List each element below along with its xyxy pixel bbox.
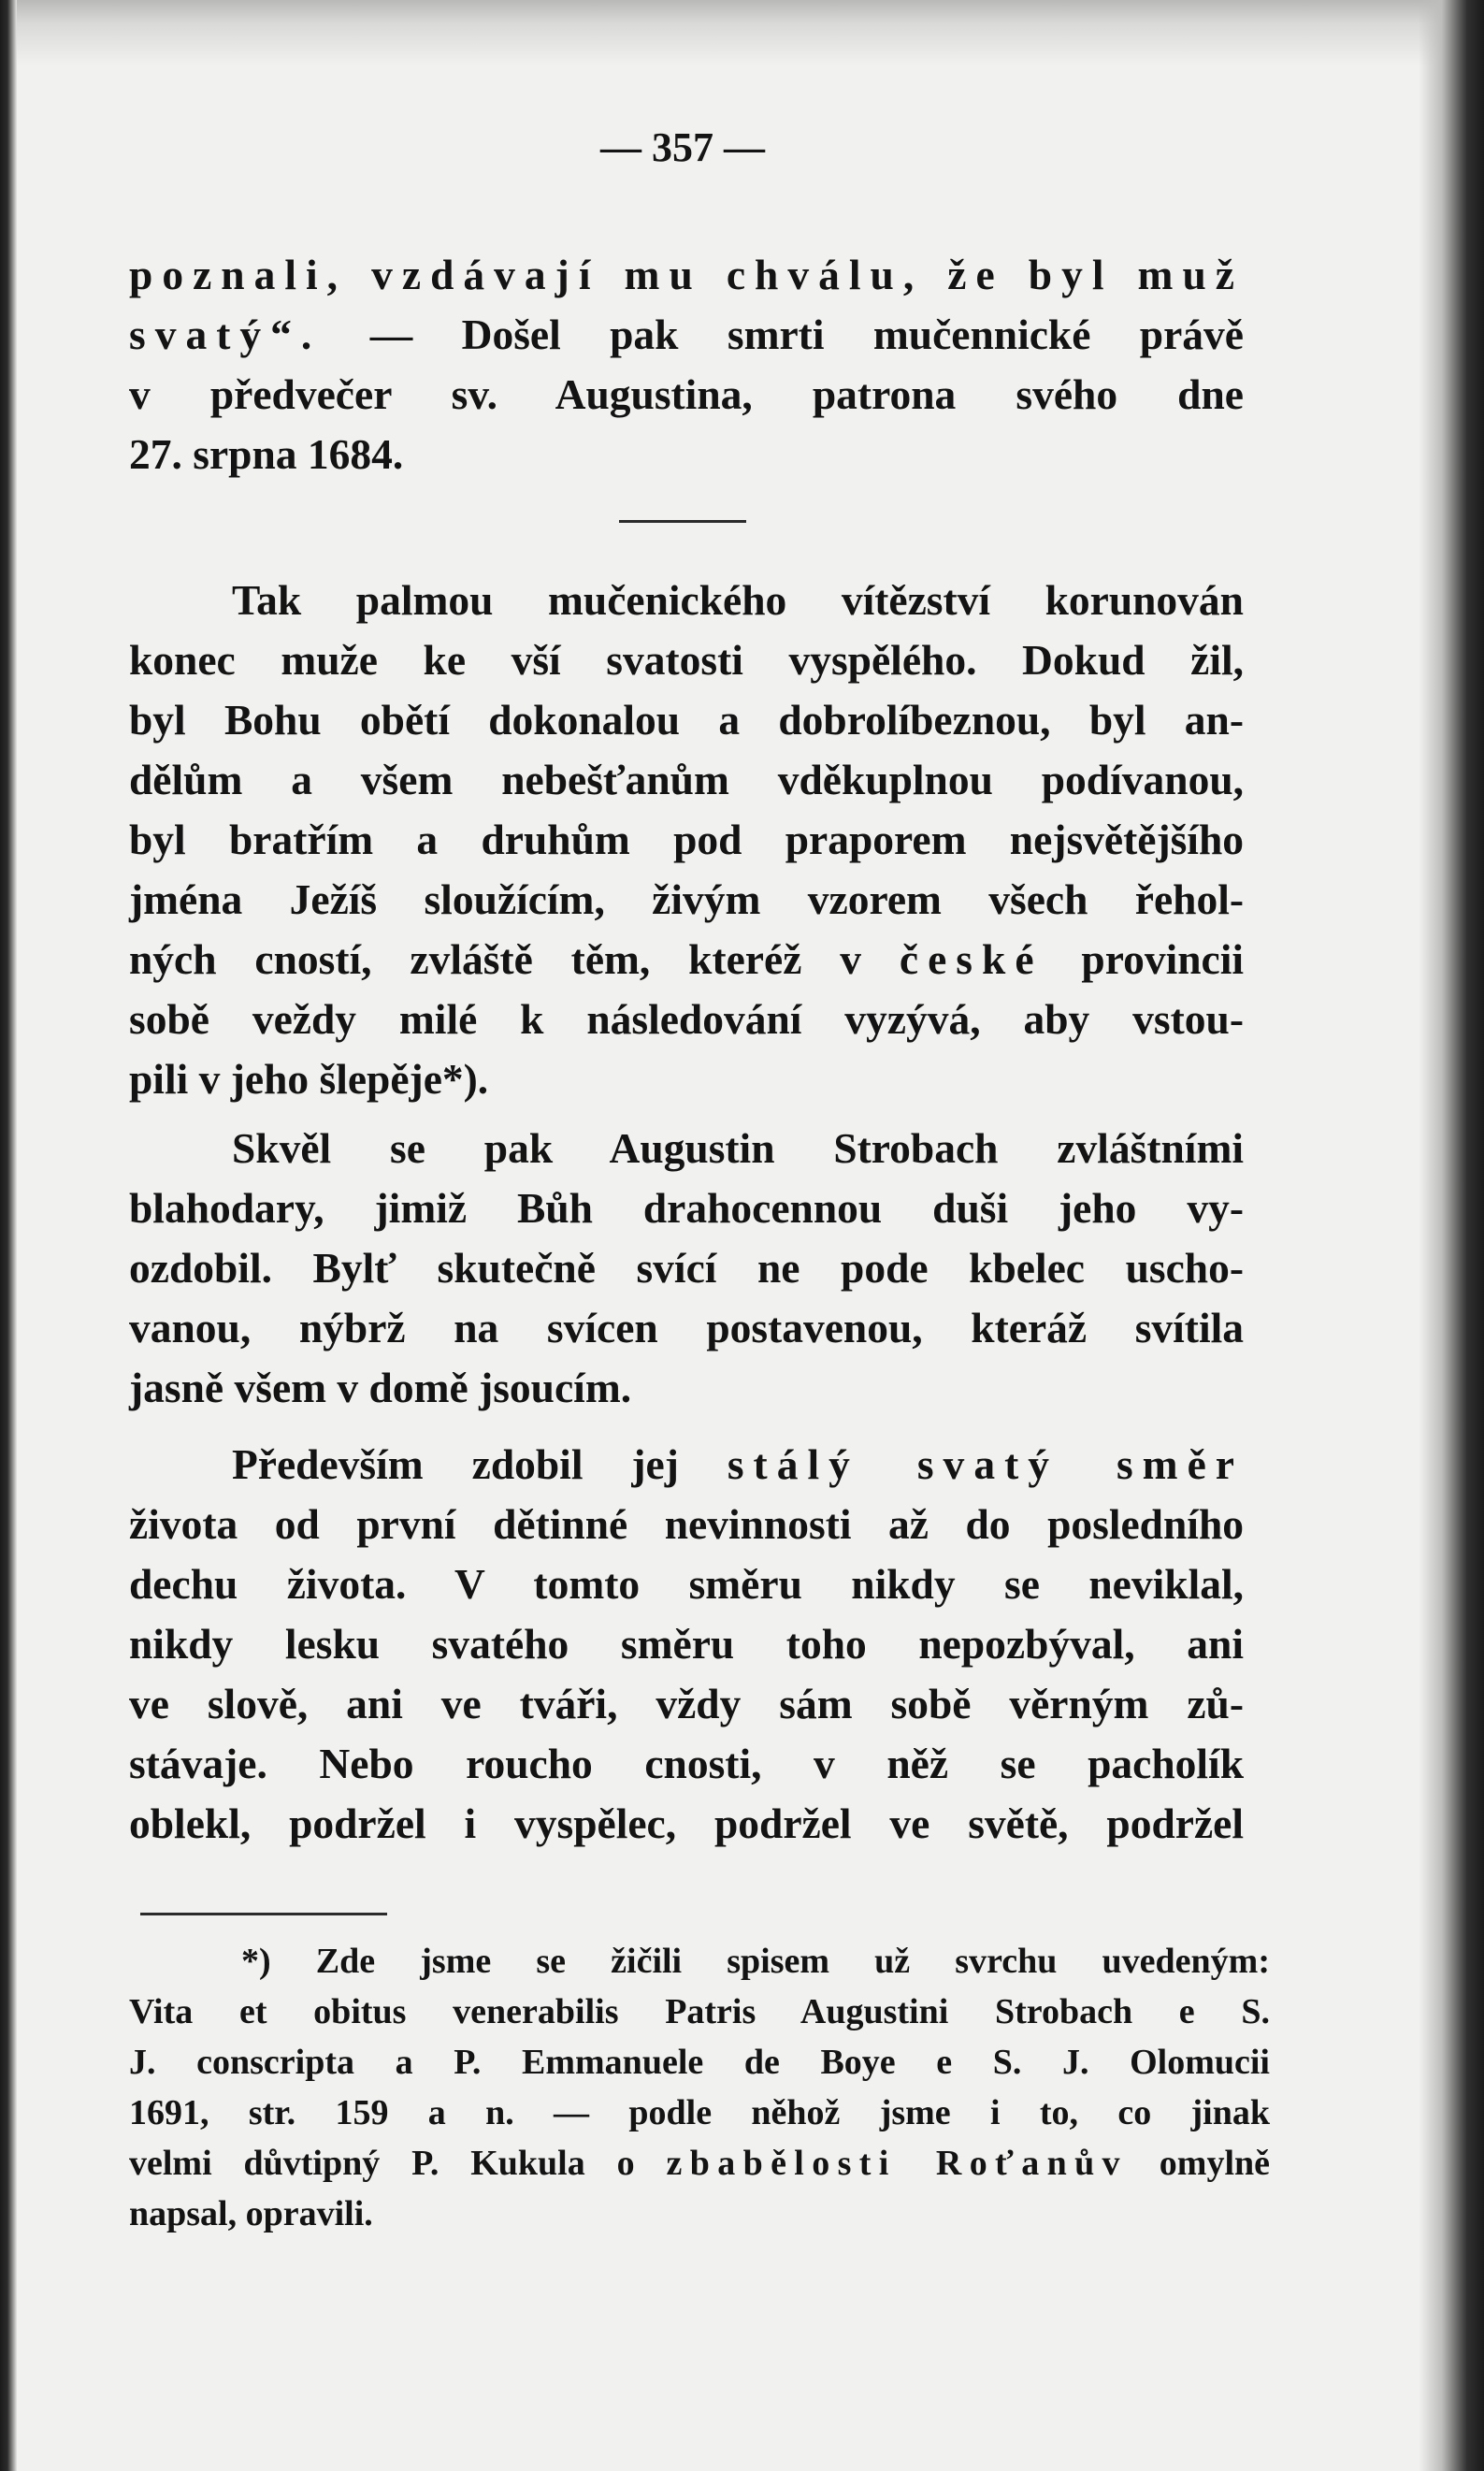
- text-run: — Došel pak smrti mučennické právě: [321, 311, 1244, 358]
- text-run: *) Zde jsme se žičili spisem už svrchu uvedeným:: [241, 1942, 1270, 1981]
- text-run: dělům a všem nebešťanům vděkuplnou podívanou,: [129, 756, 1244, 803]
- spaced-emphasis: poznali, vzdávají mu chválu, že byl muž: [129, 251, 1244, 298]
- text-line: [129, 930, 1244, 990]
- text-run: 27. srpna 1684.: [129, 430, 404, 478]
- text-run: v předvečer sv. Augustina, patrona svého dne: [129, 370, 1244, 418]
- spaced-emphasis: svatý“.: [129, 311, 322, 358]
- text-line: [129, 1936, 1270, 1987]
- text-line: [129, 305, 1244, 365]
- text-run: sobě veždy milé k následování vyzývá, aby vstou-: [129, 995, 1244, 1043]
- text-line: [129, 1119, 1244, 1178]
- text-line: [129, 1178, 1244, 1238]
- page-left-edge: [0, 0, 17, 2471]
- text-line: [129, 1298, 1244, 1358]
- text-run: Tak palmou mučenického vítězství korunován: [232, 576, 1244, 624]
- section-separator: [619, 520, 746, 523]
- text-line: [129, 1734, 1244, 1794]
- footnote: [129, 1936, 1270, 2239]
- text-line: [129, 1238, 1244, 1298]
- text-run: byl bratřím a druhům pod praporem nejsvětějšího: [129, 816, 1244, 863]
- text-line: [129, 1435, 1244, 1495]
- text-line: [129, 750, 1244, 810]
- text-run: napsal, opravili.: [129, 2194, 373, 2233]
- text-line: [129, 571, 1244, 630]
- text-line: [129, 1987, 1270, 2037]
- text-line: [129, 365, 1244, 425]
- text-line: [129, 425, 1244, 484]
- text-run: ve slově, ani ve tváři, vždy sám sobě věrným zů-: [129, 1680, 1244, 1727]
- text-run: stávaje. Nebo roucho cnosti, v něž se pacholík: [129, 1740, 1244, 1787]
- text-run: pili v jeho šlepěje*).: [129, 1055, 489, 1103]
- text-line: [129, 1794, 1244, 1854]
- spaced-emphasis: české: [899, 935, 1044, 983]
- text-run: Skvěl se pak Augustin Strobach zvláštními: [232, 1124, 1244, 1172]
- text-run: Vita et obitus venerabilis Patris Augustini Strobach e S.: [129, 1992, 1270, 2031]
- paragraph-3: [129, 1119, 1244, 1418]
- text-line: [129, 1049, 1244, 1109]
- text-run: Především zdobil jej: [232, 1440, 728, 1488]
- text-line: [129, 990, 1244, 1049]
- text-line: [129, 630, 1244, 690]
- text-run: provincii: [1043, 935, 1244, 983]
- text-run: 1691, str. 159 a n. — podle něhož jsme i to, co jinak: [129, 2093, 1270, 2132]
- text-run: byl Bohu obětí dokonalou a dobrolíbeznou, byl an-: [129, 696, 1244, 744]
- text-line: [129, 1674, 1244, 1734]
- text-line: [129, 1358, 1244, 1418]
- text-run: jména Ježíš sloužícím, živým vzorem všech řehol-: [129, 875, 1244, 923]
- text-line: [129, 690, 1244, 750]
- text-line: [129, 1554, 1244, 1614]
- text-run: nikdy lesku svatého směru toho nepozbýval, ani: [129, 1620, 1244, 1668]
- text-line: [129, 2138, 1270, 2189]
- paragraph-1: [129, 245, 1244, 484]
- text-run: dechu života. V tomto směru nikdy se neviklal,: [129, 1560, 1244, 1608]
- text-line: [129, 2037, 1270, 2088]
- page-number: — 357 —: [600, 124, 765, 170]
- text-run: vanou, nýbrž na svícen postavenou, kteráž svítila: [129, 1304, 1244, 1351]
- page-top-shadow: [0, 0, 1484, 65]
- text-run: ozdobil. Bylť skutečně svící ne pode kbelec uscho-: [129, 1244, 1244, 1292]
- text-run: omylně: [1127, 2144, 1271, 2183]
- text-line: [129, 1614, 1244, 1674]
- text-run: velmi důvtipný P. Kukula o: [129, 2144, 667, 2183]
- footnote-rule: [140, 1913, 387, 1915]
- text-run: ných cností, zvláště těm, kteréž v: [129, 935, 900, 983]
- text-run: konec muže ke vší svatosti vyspělého. Dokud žil,: [129, 636, 1244, 684]
- text-line: [129, 870, 1244, 930]
- text-run: života od první dětinné nevinnosti až do posledního: [129, 1500, 1244, 1548]
- text-run: oblekl, podržel i vyspělec, podržel ve světě, podržel: [129, 1799, 1244, 1847]
- paragraph-4: [129, 1435, 1244, 1854]
- page-right-edge: [1419, 0, 1484, 2471]
- spaced-emphasis: stálý svatý směr: [727, 1440, 1244, 1488]
- text-run: jasně všem v domě jsoucím.: [129, 1364, 632, 1411]
- paragraph-2: [129, 571, 1244, 1109]
- text-run: blahodary, jimiž Bůh drahocennou duši jeho vy-: [129, 1184, 1244, 1232]
- text-line: [129, 245, 1244, 305]
- text-line: [129, 2189, 1270, 2239]
- text-line: [129, 2088, 1270, 2138]
- spaced-emphasis: zbabělosti Roťanův: [666, 2144, 1128, 2183]
- text-line: [129, 810, 1244, 870]
- text-run: J. conscripta a P. Emmanuele de Boye e S. J. Olomucii: [129, 2043, 1270, 2082]
- text-line: [129, 1495, 1244, 1554]
